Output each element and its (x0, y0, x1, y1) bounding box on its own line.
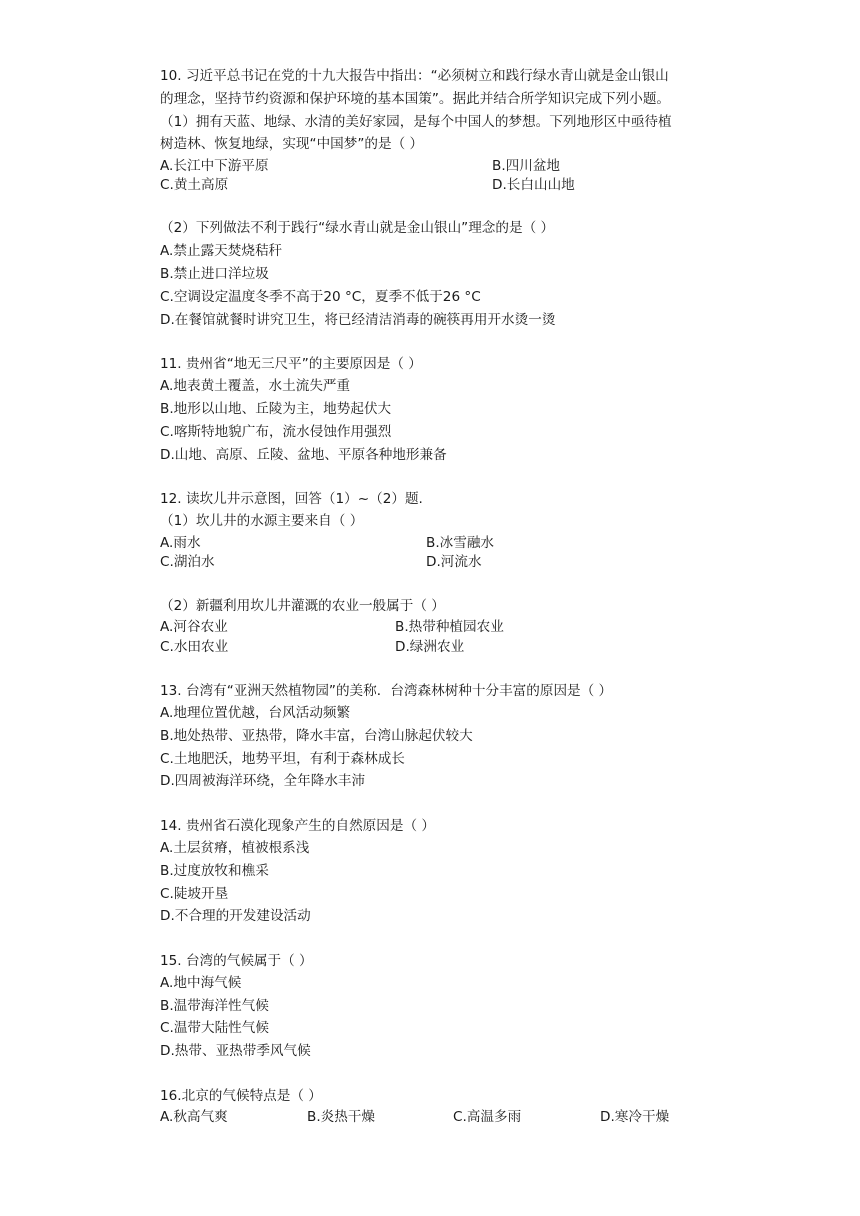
q11-option-a: A.地表黄土覆盖，水土流失严重 (160, 378, 351, 394)
q11-option-d: D.山地、高原、丘陵、盆地、平原各种地形兼备 (160, 447, 447, 463)
q14-option-c: C.陡坡开垦 (160, 886, 229, 902)
q10-sub2-option-a: A.禁止露天焚烧秸秆 (160, 243, 283, 259)
q10-stem-line-2: 的理念，坚持节约资源和保护环境的基本国策”。据此并结合所学知识完成下列小题。 (160, 91, 671, 107)
q14-option-a: A.土层贫瘠，植被根系浅 (160, 840, 310, 856)
q10-sub1-line-1: （1）拥有天蓝、地绿、水清的美好家园，是每个中国人的梦想。下列地形区中亟待植 (160, 114, 672, 130)
q12-sub1-option-c: C.湖泊水 (160, 554, 215, 570)
q13-option-c: C.土地肥沃，地势平坦，有利于森林成长 (160, 751, 405, 767)
q14-stem: 14. 贵州省石漠化现象产生的自然原因是（ ） (160, 818, 435, 834)
q12-sub2-option-a: A.河谷农业 (160, 619, 228, 635)
q10-stem-line-1: 10. 习近平总书记在党的十九大报告中指出：“必须树立和践行绿水青山就是金山银山 (160, 68, 669, 84)
q16-option-d: D.寒冷干燥 (600, 1109, 670, 1125)
q10-sub2-option-d: D.在餐馆就餐时讲究卫生，将已经清洁消毒的碗筷再用开水烫一烫 (160, 312, 556, 328)
q15-stem: 15. 台湾的气候属于（ ） (160, 953, 313, 969)
q14-option-b: B.过度放牧和樵采 (160, 863, 269, 879)
q12-sub2-stem: （2）新疆利用坎儿井灌溉的农业一般属于（ ） (160, 598, 445, 614)
q13-option-a: A.地理位置优越，台风活动频繁 (160, 705, 351, 721)
q11-option-c: C.喀斯特地貌广布，流水侵蚀作用强烈 (160, 424, 392, 440)
q12-sub1-option-b: B.冰雪融水 (426, 535, 495, 551)
q15-option-d: D.热带、亚热带季风气候 (160, 1043, 311, 1059)
q16-stem: 16.北京的气候特点是（ ） (160, 1088, 322, 1104)
q16-option-c: C.高温多雨 (453, 1109, 522, 1125)
q11-stem: 11. 贵州省“地无三尺平”的主要原因是（ ） (160, 356, 422, 372)
q15-option-c: C.温带大陆性气候 (160, 1020, 269, 1036)
q14-option-d: D.不合理的开发建设活动 (160, 908, 311, 924)
q10-sub2-option-c: C.空调设定温度冬季不高于20 °C，夏季不低于26 °C (160, 289, 481, 305)
q15-option-a: A.地中海气候 (160, 975, 242, 991)
q13-stem: 13. 台湾有“亚洲天然植物园”的美称．台湾森林树种十分丰富的原因是（ ） (160, 683, 613, 699)
q12-stem: 12. 读坎儿井示意图，回答（1）~（2）题. (160, 491, 423, 507)
q10-sub2-stem: （2）下列做法不利于践行“绿水青山就是金山银山”理念的是（ ） (160, 220, 555, 236)
q12-sub2-option-c: C.水田农业 (160, 639, 229, 655)
q12-sub2-option-d: D.绿洲农业 (395, 639, 465, 655)
q12-sub2-option-b: B.热带种植园农业 (395, 619, 504, 635)
q10-sub1-option-c: C.黄土高原 (160, 177, 229, 193)
q13-option-d: D.四周被海洋环绕，全年降水丰沛 (160, 773, 366, 789)
q16-option-b: B.炎热干燥 (307, 1109, 376, 1125)
q10-sub1-option-b: B.四川盆地 (492, 158, 561, 174)
q12-sub1-stem: （1）坎儿井的水源主要来自（ ） (160, 513, 364, 529)
q12-sub1-option-a: A.雨水 (160, 535, 201, 551)
q10-sub2-option-b: B.禁止进口洋垃圾 (160, 266, 269, 282)
q11-option-b: B.地形以山地、丘陵为主，地势起伏大 (160, 401, 392, 417)
q13-option-b: B.地处热带、亚热带，降水丰富，台湾山脉起伏较大 (160, 728, 473, 744)
q15-option-b: B.温带海洋性气候 (160, 998, 269, 1014)
q10-sub1-option-d: D.长白山山地 (492, 177, 575, 193)
q10-sub1-option-a: A.长江中下游平原 (160, 158, 269, 174)
q12-sub1-option-d: D.河流水 (426, 554, 482, 570)
q16-option-a: A.秋高气爽 (160, 1109, 228, 1125)
q10-sub1-line-2: 树造林、恢复地绿，实现“中国梦”的是（ ） (160, 136, 424, 152)
